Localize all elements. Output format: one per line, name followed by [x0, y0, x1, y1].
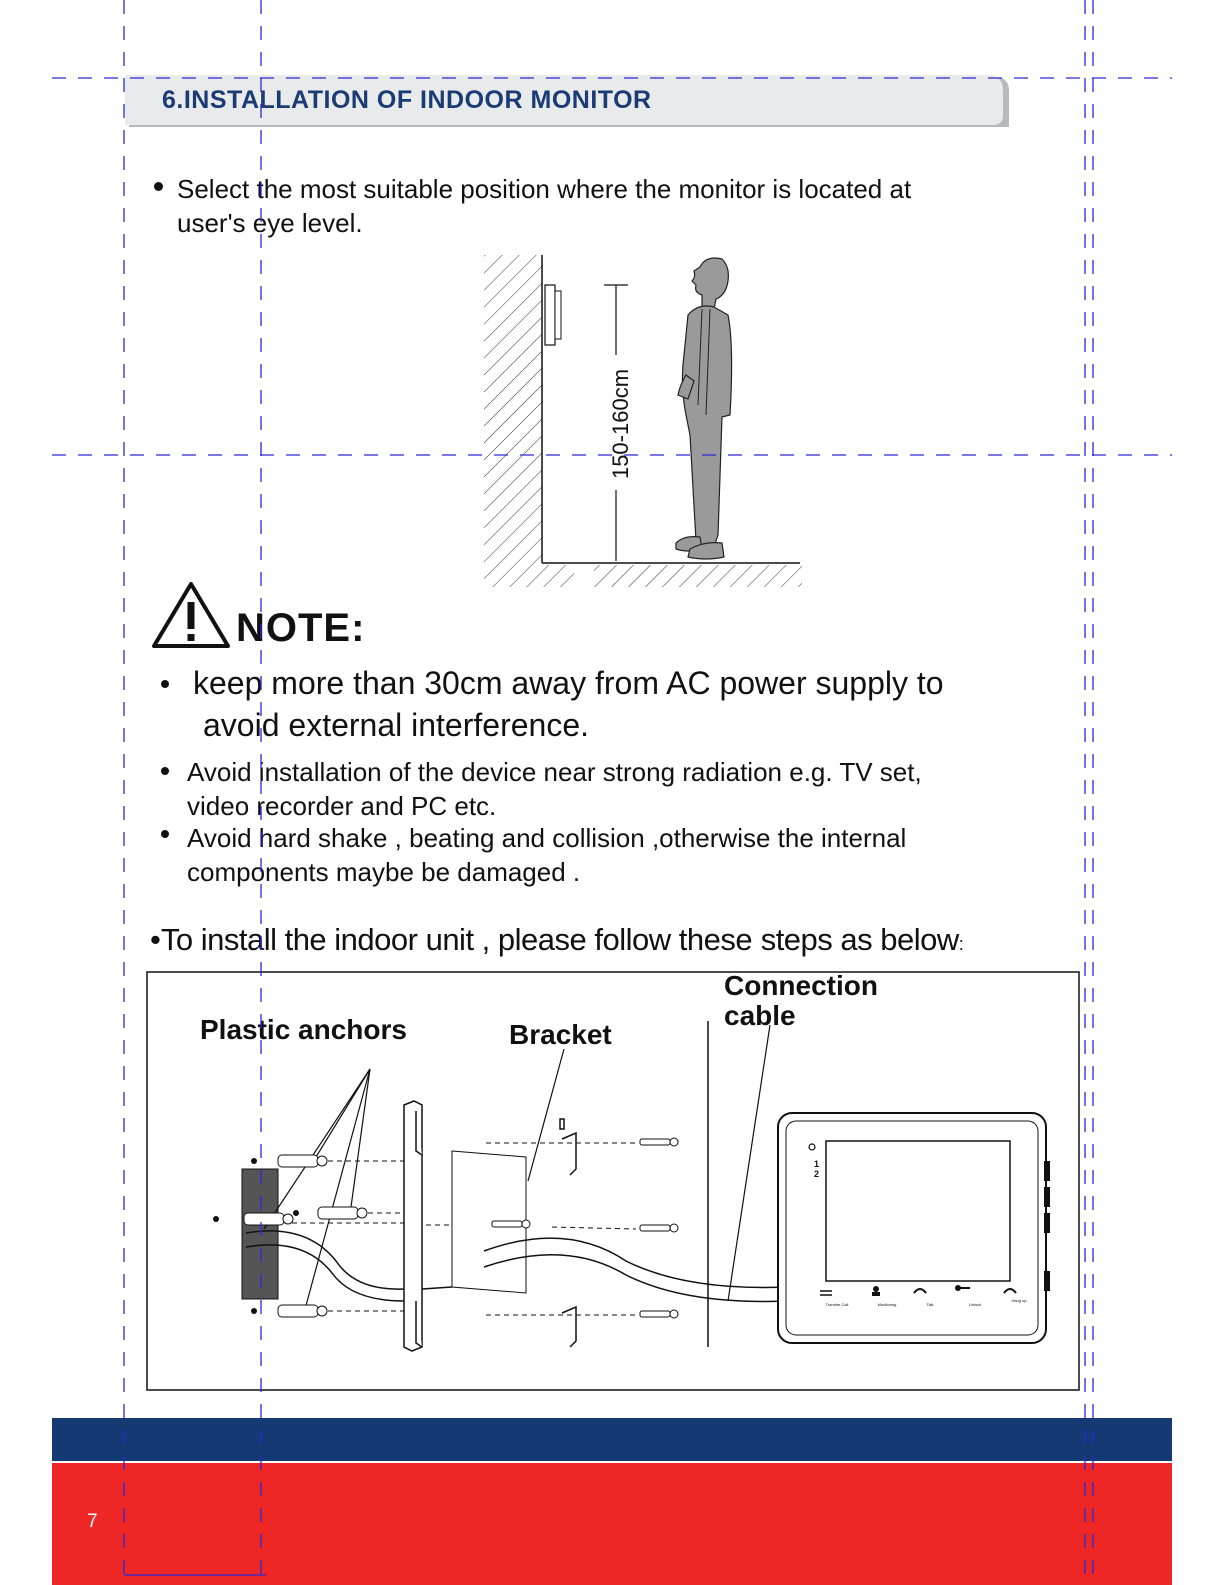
button-label-unlock: Unlock	[968, 1302, 982, 1307]
wall-monitor-icon	[545, 285, 561, 345]
warning-icon	[150, 580, 232, 650]
button-label-hang-up: Hang up	[1011, 1298, 1027, 1303]
bracket-label: Bracket	[509, 1019, 612, 1050]
intro-text-line2: user's eye level.	[177, 208, 363, 238]
button-label-talk: Talk	[926, 1302, 934, 1307]
button-label-monitoring: Monitoring	[877, 1302, 897, 1307]
note-title: NOTE:	[236, 606, 366, 650]
footer-blue-band	[52, 1418, 1172, 1461]
height-label: 150-160cm	[608, 368, 633, 480]
install-text-tail: steps as below	[760, 922, 959, 957]
anchors-label: Plastic anchors	[200, 1014, 407, 1045]
note-item-3-line1: Avoid hard shake , beating and collision ,otherwise the internal	[187, 823, 907, 853]
indoor-monitor	[778, 1113, 1050, 1343]
wall	[484, 255, 542, 587]
mounting-plate	[404, 1101, 422, 1351]
monitor-indicator-1: 1	[814, 1159, 820, 1169]
cable-label-line2: cable	[724, 1000, 796, 1031]
eye-level-illustration	[478, 245, 808, 590]
note-item-1-line2: avoid external interference.	[203, 707, 589, 743]
cable-label-line1: Connection	[724, 970, 878, 1001]
install-instruction	[150, 920, 964, 964]
note-item-1-line1: keep more than 30cm away from AC power supply to	[193, 665, 944, 701]
section-title: 6.INSTALLATION OF INDOOR MONITOR	[162, 86, 652, 114]
note-bullet-1	[161, 680, 169, 688]
person-icon	[676, 258, 732, 559]
button-label-transfer-call: Transfer Call	[825, 1302, 849, 1307]
note-item-3-line2: components maybe be damaged .	[187, 857, 581, 887]
note-item-2-line2: video recorder and PC etc.	[187, 791, 497, 821]
page-number: 7	[87, 1511, 98, 1532]
footer-red-band	[52, 1463, 1172, 1585]
floor	[542, 563, 802, 588]
note-item-2-line1: Avoid installation of the device near strong radiation e.g. TV set,	[187, 757, 922, 787]
monitor-screen	[826, 1141, 1010, 1281]
note-bullet-2	[161, 767, 169, 775]
intro-text-line1: Select the most suitable position where the monitor is located at	[177, 174, 912, 204]
install-bullet: •	[150, 922, 161, 957]
intro-bullet	[154, 182, 163, 191]
install-text: To install the indoor unit , please follow these	[160, 922, 753, 957]
install-colon: :	[958, 934, 964, 954]
wall-block	[242, 1169, 278, 1299]
note-bullet-3	[161, 830, 169, 838]
monitor-indicator-2: 2	[814, 1169, 820, 1179]
